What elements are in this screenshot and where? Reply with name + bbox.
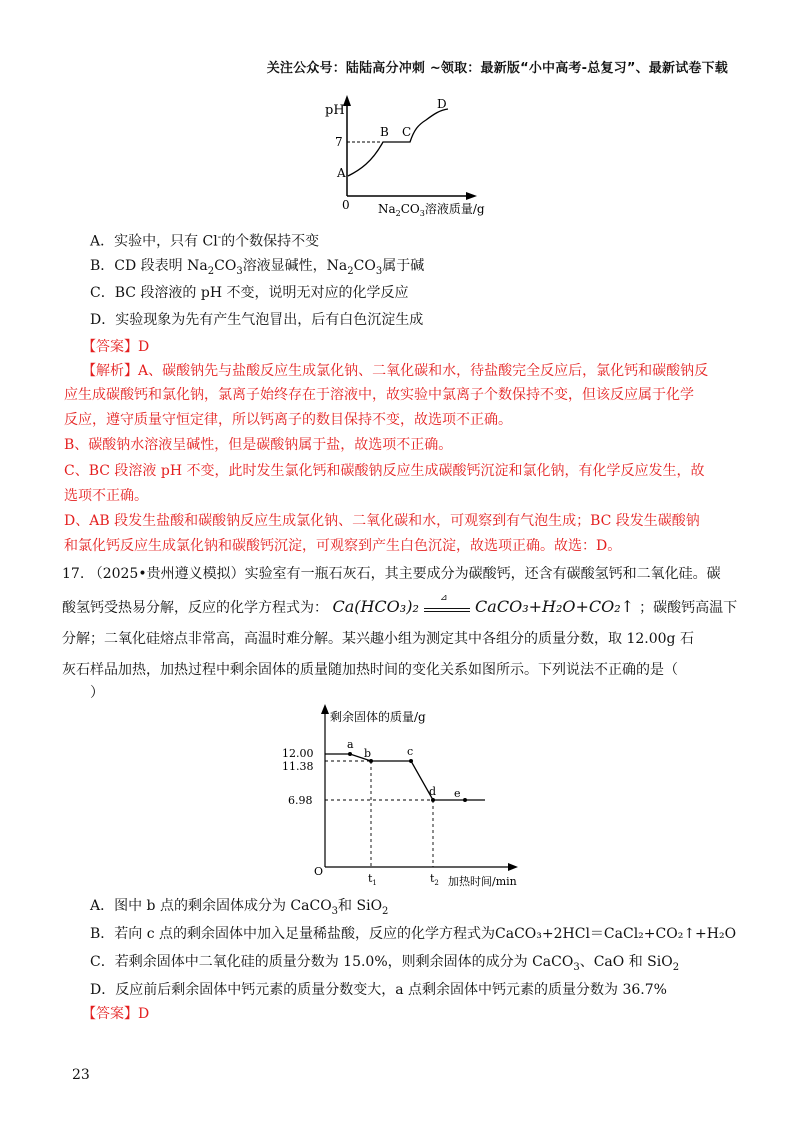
label-d: d (429, 785, 437, 798)
q16-option-a: A．实验中，只有 Cl-的个数保持不变 (90, 232, 320, 250)
q17-stem-line-2: 酸氢钙受热易分解，反应的化学方程式为： Ca(HCO₃)₂ ⊿ CaCO₃+H₂O+CO₂↑ ；碳酸钙高温下 (62, 593, 738, 616)
q17-stem-line-3: 分解；二氧化硅熔点非常高，高温时难分解。某兴趣小组为测定其中各组分的质量分数，取 12.00g 石 (62, 631, 694, 647)
tick-t2: $t_2$ (430, 872, 439, 887)
tick-t1: $t_1$ (368, 872, 377, 887)
q17-answer: 【答案】D (82, 1006, 150, 1022)
mass-time-figure (270, 702, 520, 892)
point-e (463, 798, 467, 802)
q16-option-d: D．实验现象为先有产生气泡冒出，后有白色沉淀生成 (90, 312, 424, 328)
tick-11-38: 11.38 (282, 760, 314, 773)
tick-6-98: 6.98 (288, 794, 313, 807)
mass-y-label: 剩余固体的质量/g (330, 710, 426, 724)
page-number: 23 (72, 1067, 90, 1083)
tick-12-00: 12.00 (282, 747, 314, 760)
q16-explanation-5: C、BC 段溶液 pH 不变，此时发生氯化钙和碳酸钠反应生成碳酸钙沉淀和氯化钠，有化学反应发生，故 (64, 463, 705, 479)
q17-stem-line-4: 灰石样品加热，加热过程中剩余固体的质量随加热时间的变化关系如图所示。下列说法不正确的是（ (62, 662, 678, 678)
mass-x-arrow (508, 863, 518, 871)
q16-explanation-2: 应生成碳酸钙和氯化钠，氯离子始终存在于溶液中，故实验中氯离子个数保持不变，但该反应属于化学 (64, 387, 694, 403)
ph-y-label: pH (325, 103, 345, 118)
q16-explanation-7: D、AB 段发生盐酸和碳酸钠反应生成氯化钠、二氧化碳和水，可观察到有气泡生成；BC 段发生碳酸钠 (64, 513, 700, 529)
ph-figure (320, 92, 500, 217)
ph-label-b: B (380, 125, 389, 139)
label-b: b (364, 747, 372, 760)
mass-x-label: 加热时间/min (448, 875, 517, 888)
q16-explanation-3: 反应，遵守质量守恒定律，所以钙离子的数目保持不变，故选项不正确。 (64, 412, 512, 428)
ph-label-c: C (402, 125, 412, 139)
label-a: a (347, 738, 354, 751)
mass-y-arrow (321, 704, 329, 714)
ph-x-arrow (466, 192, 477, 200)
decomposition-equation: Ca(HCO₃)₂ ⊿ CaCO₃+H₂O+CO₂↑ (332, 593, 635, 616)
q17-option-c: C．若剩余固体中二氧化硅的质量分数为 15.0%，则剩余固体的成分为 CaCO$_3$、CaO 和 SiO$_2$ (90, 954, 680, 973)
q17-option-b: B．若向 c 点的剩余固体中加入足量稀盐酸，反应的化学方程式为CaCO₃+2HCl＝CaCl₂+CO₂↑+H₂O (90, 926, 737, 942)
point-d (431, 798, 435, 802)
page-header: 关注公众号：陆陆高分冲刺 ~领取：最新版“小中高考-总复习”、最新试卷下载 (266, 61, 728, 76)
q16-explanation-6: 选项不正确。 (64, 488, 148, 504)
ph-label-a: A (337, 166, 346, 180)
q16-explanation-1: 【解析】A、碳酸钠先与盐酸反应生成氯化钠、二氧化碳和水，待盐酸完全反应后，氯化钙和碳酸钠反 (82, 363, 709, 379)
q16-explanation-4: B、碳酸钠水溶液呈碱性，但是碳酸钠属于盐，故选项不正确。 (64, 437, 453, 453)
mass-origin: O (314, 865, 324, 878)
q17-stem-line-1: 17. （2025•贵州遵义模拟）实验室有一瓶石灰石，其主要成分为碳酸钙，还含有碳酸氢钙和二氧化硅。碳 (62, 566, 721, 582)
q16-option-c: C．BC 段溶液的 pH 不变，说明无对应的化学反应 (90, 285, 409, 301)
ph-origin: 0 (342, 198, 350, 212)
point-c (409, 759, 413, 763)
point-a (348, 752, 352, 756)
q17-option-a: A．图中 b 点的剩余固体成分为 CaCO$_3$和 SiO$_2$ (90, 898, 389, 917)
q16-answer: 【答案】D (82, 339, 150, 355)
q16-option-b: B．CD 段表明 $Na_2CO_3$溶液显碱性，$Na_2CO_3$属于碱 (90, 258, 425, 277)
q17-stem-line-5: ） (90, 685, 104, 701)
q17-option-d: D．反应前后剩余固体中钙元素的质量分数变大，a 点剩余固体中钙元素的质量分数为 36.7% (90, 982, 667, 998)
label-e: e (454, 787, 461, 800)
label-c: c (407, 745, 414, 758)
ph-tick-7: 7 (335, 135, 343, 149)
q16-explanation-8: 和氯化钙反应生成氯化钠和碳酸钙沉淀，可观察到产生白色沉淀，故选项正确。故选：D。 (64, 538, 622, 554)
ph-label-d: D (437, 97, 447, 111)
ph-x-label: $Na_2CO_3$溶液质量/g (378, 202, 485, 217)
